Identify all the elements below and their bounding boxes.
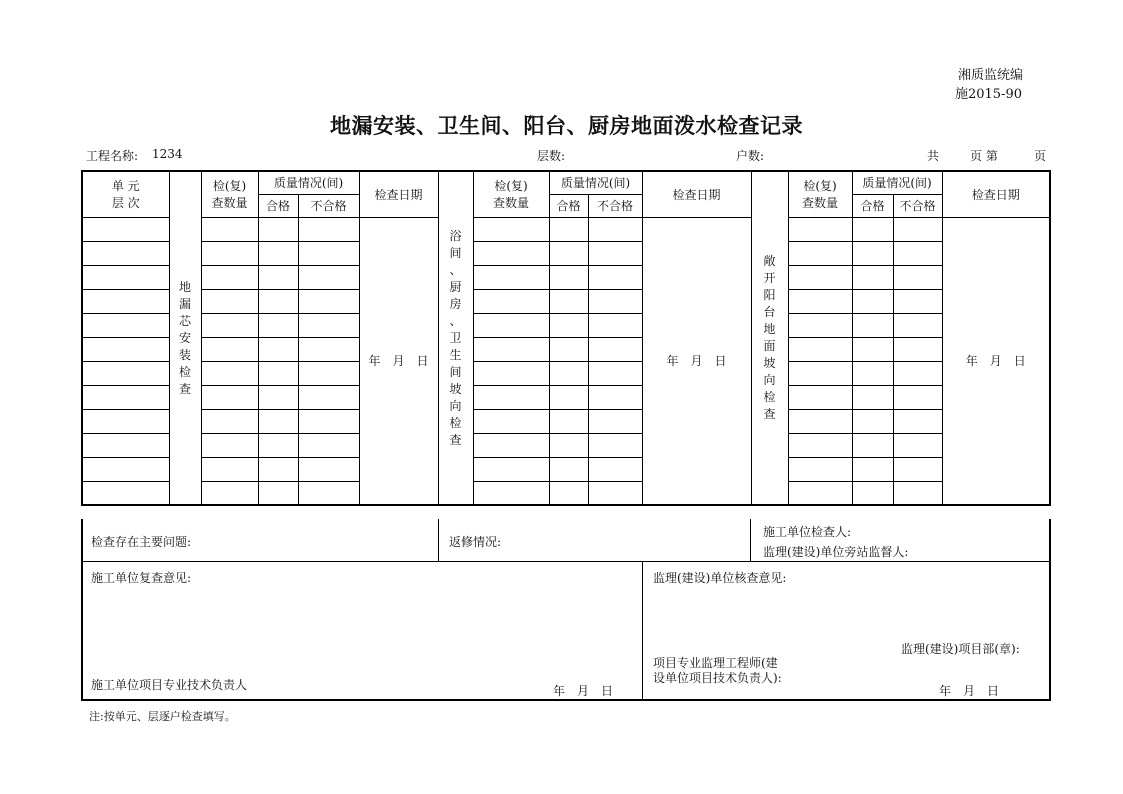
fail-cell[interactable] xyxy=(893,385,942,409)
check-qty-cell[interactable] xyxy=(788,385,852,409)
check-qty-cell[interactable] xyxy=(788,265,852,289)
check-date-header: 检查日期 xyxy=(359,171,438,217)
section-3-vertical-label xyxy=(751,171,788,505)
fail-cell[interactable] xyxy=(298,337,359,361)
check-qty-cell[interactable] xyxy=(788,289,852,313)
fail-cell[interactable] xyxy=(588,385,642,409)
pass-cell[interactable] xyxy=(258,265,298,289)
check-qty-cell[interactable] xyxy=(201,265,258,289)
unit-floor-cell[interactable] xyxy=(82,409,169,433)
check-qty-label-2: 查数量 xyxy=(492,196,529,211)
check-qty-cell[interactable] xyxy=(201,313,258,337)
pass-cell[interactable] xyxy=(852,313,893,337)
pass-cell[interactable] xyxy=(852,433,893,457)
check-qty-cell[interactable] xyxy=(473,289,549,313)
check-qty-cell[interactable] xyxy=(788,361,852,385)
pass-header: 合格 xyxy=(549,194,588,217)
unit-floor-cell[interactable] xyxy=(82,337,169,361)
check-qty-cell[interactable] xyxy=(201,337,258,361)
vertical-char: 卫 xyxy=(449,330,462,345)
footer-divider xyxy=(642,561,643,701)
check-qty-cell[interactable] xyxy=(473,481,549,505)
quality-header: 质量情况(间) xyxy=(852,171,942,194)
vertical-char: 查 xyxy=(763,407,776,421)
check-qty-cell[interactable] xyxy=(788,481,852,505)
page-current-label: 页 第 xyxy=(970,149,998,163)
vertical-char: 查 xyxy=(449,432,462,447)
fail-cell[interactable] xyxy=(298,409,359,433)
footnote: 注:按单元、层逐户检查填写。 xyxy=(89,710,236,723)
vertical-char: 检 xyxy=(449,415,462,430)
pass-cell[interactable] xyxy=(258,337,298,361)
unit-floor-cell[interactable] xyxy=(82,265,169,289)
fail-cell[interactable] xyxy=(298,457,359,481)
vertical-char: 坡 xyxy=(763,356,776,370)
check-qty-cell[interactable] xyxy=(473,409,549,433)
vertical-char: 向 xyxy=(763,373,776,387)
pass-cell[interactable] xyxy=(258,433,298,457)
vertical-char: 坡 xyxy=(449,381,462,396)
check-qty-cell[interactable] xyxy=(473,385,549,409)
floors-label: 层数: xyxy=(537,149,566,163)
pass-cell[interactable] xyxy=(549,289,588,313)
check-qty-cell[interactable] xyxy=(201,385,258,409)
check-qty-cell[interactable] xyxy=(201,481,258,505)
footer-section xyxy=(81,519,1051,701)
check-qty-cell[interactable] xyxy=(473,337,549,361)
fail-cell[interactable] xyxy=(588,217,642,241)
pass-cell[interactable] xyxy=(258,313,298,337)
supervisor-witness-label: 监理(建设)单位旁站监督人: xyxy=(763,545,909,559)
vertical-char: 台 xyxy=(763,305,776,319)
check-qty-cell[interactable] xyxy=(473,361,549,385)
check-qty-cell[interactable] xyxy=(473,457,549,481)
pass-cell[interactable] xyxy=(549,481,588,505)
inspector-label: 施工单位检查人: xyxy=(763,525,852,539)
fail-cell[interactable] xyxy=(588,433,642,457)
vertical-char: 面 xyxy=(763,339,776,353)
vertical-char: 查 xyxy=(178,381,191,396)
problems-label: 检查存在主要问题: xyxy=(91,535,192,549)
pass-cell[interactable] xyxy=(852,385,893,409)
fail-cell[interactable] xyxy=(893,289,942,313)
pass-cell[interactable] xyxy=(549,265,588,289)
check-qty-cell[interactable] xyxy=(473,217,549,241)
fail-cell[interactable] xyxy=(298,433,359,457)
engineer-label-1: 项目专业监理工程师(建 xyxy=(653,656,778,670)
check-qty-cell[interactable] xyxy=(201,241,258,265)
check-qty-label-1: 检(复) xyxy=(803,179,837,194)
fail-header: 不合格 xyxy=(588,194,642,217)
unit-floor-cell[interactable] xyxy=(82,433,169,457)
doc-code-line2: 施2015-90 xyxy=(954,87,1022,102)
fail-cell[interactable] xyxy=(893,241,942,265)
unit-floor-cell[interactable] xyxy=(82,361,169,385)
fail-cell[interactable] xyxy=(298,265,359,289)
pass-cell[interactable] xyxy=(852,481,893,505)
fail-cell[interactable] xyxy=(588,313,642,337)
fail-cell[interactable] xyxy=(588,289,642,313)
vertical-char: 芯 xyxy=(178,313,191,328)
fail-cell[interactable] xyxy=(298,289,359,313)
check-qty-cell[interactable] xyxy=(788,457,852,481)
page-end-label: 页 xyxy=(1034,149,1047,163)
pass-cell[interactable] xyxy=(258,457,298,481)
check-qty-cell[interactable] xyxy=(201,217,258,241)
pass-cell[interactable] xyxy=(549,385,588,409)
households-label: 户数: xyxy=(736,149,765,163)
unit-floor-cell[interactable] xyxy=(82,457,169,481)
fail-cell[interactable] xyxy=(893,433,942,457)
fail-cell[interactable] xyxy=(588,409,642,433)
check-qty-cell[interactable] xyxy=(201,433,258,457)
check-qty-header xyxy=(201,171,258,217)
inspection-table xyxy=(81,170,1051,506)
check-qty-cell[interactable] xyxy=(473,433,549,457)
vertical-char: 生 xyxy=(449,347,462,362)
fail-cell[interactable] xyxy=(893,409,942,433)
fail-cell[interactable] xyxy=(588,265,642,289)
fail-cell[interactable] xyxy=(298,481,359,505)
check-qty-cell[interactable] xyxy=(788,433,852,457)
pass-cell[interactable] xyxy=(852,409,893,433)
fail-cell[interactable] xyxy=(893,265,942,289)
pass-cell[interactable] xyxy=(852,337,893,361)
fail-cell[interactable] xyxy=(588,481,642,505)
check-date-header: 检查日期 xyxy=(642,171,751,217)
pass-cell[interactable] xyxy=(852,289,893,313)
vertical-char: 厨 xyxy=(449,279,462,294)
vertical-char: 检 xyxy=(763,390,776,404)
fail-cell[interactable] xyxy=(298,217,359,241)
fail-cell[interactable] xyxy=(893,481,942,505)
page-title: 地漏安装、卫生间、阳台、厨房地面泼水检查记录 xyxy=(330,114,803,138)
vertical-char: 阳 xyxy=(763,288,776,302)
fail-cell[interactable] xyxy=(893,217,942,241)
floor-label: 层 次 xyxy=(111,196,140,211)
vertical-char: 向 xyxy=(449,398,462,413)
quality-header: 质量情况(间) xyxy=(549,171,642,194)
vertical-char: 安 xyxy=(178,330,191,345)
quality-header: 质量情况(间) xyxy=(258,171,359,194)
check-qty-label-1: 检(复) xyxy=(212,179,247,194)
fail-cell[interactable] xyxy=(298,241,359,265)
vertical-char: 敞 xyxy=(763,254,776,268)
fail-header: 不合格 xyxy=(893,194,942,217)
pass-cell[interactable] xyxy=(549,337,588,361)
vertical-char: 、 xyxy=(449,262,462,277)
supervisor-review-label: 监理(建设)单位核查意见: xyxy=(653,571,787,585)
check-date-cell[interactable]: 年 月 日 xyxy=(942,217,1050,505)
vertical-char: 地 xyxy=(178,279,191,294)
vertical-char: 检 xyxy=(178,364,191,379)
footer-divider xyxy=(750,519,751,561)
rework-label: 返修情况: xyxy=(449,535,502,549)
pass-header: 合格 xyxy=(258,194,298,217)
check-qty-cell[interactable] xyxy=(201,361,258,385)
pass-cell[interactable] xyxy=(549,409,588,433)
unit-floor-cell[interactable] xyxy=(82,481,169,505)
pass-cell[interactable] xyxy=(549,361,588,385)
fail-cell[interactable] xyxy=(893,457,942,481)
vertical-char: 间 xyxy=(449,245,462,260)
fail-cell[interactable] xyxy=(893,361,942,385)
check-date-header: 检查日期 xyxy=(942,171,1050,217)
pass-cell[interactable] xyxy=(258,361,298,385)
contractor-date: 年 月 日 xyxy=(553,684,614,698)
pass-cell[interactable] xyxy=(852,361,893,385)
check-qty-cell[interactable] xyxy=(201,289,258,313)
pass-cell[interactable] xyxy=(549,217,588,241)
pass-cell[interactable] xyxy=(852,265,893,289)
contractor-lead-label: 施工单位项目专业技术负责人 xyxy=(91,678,248,692)
vertical-char: 装 xyxy=(178,347,191,362)
page-total-label: 共 xyxy=(927,149,940,163)
pass-cell[interactable] xyxy=(852,457,893,481)
fail-cell[interactable] xyxy=(588,361,642,385)
fail-cell[interactable] xyxy=(588,241,642,265)
fail-cell[interactable] xyxy=(588,457,642,481)
pass-cell[interactable] xyxy=(258,217,298,241)
vertical-char: 、 xyxy=(449,313,462,328)
fail-header: 不合格 xyxy=(298,194,359,217)
fail-cell[interactable] xyxy=(298,385,359,409)
unit-floor-cell[interactable] xyxy=(82,385,169,409)
check-qty-cell[interactable] xyxy=(473,241,549,265)
pass-cell[interactable] xyxy=(549,457,588,481)
fail-cell[interactable] xyxy=(893,337,942,361)
check-qty-cell[interactable] xyxy=(201,457,258,481)
unit-floor-header xyxy=(82,171,169,217)
vertical-char: 浴 xyxy=(449,228,462,243)
section-2-vertical-label xyxy=(438,171,473,505)
fail-cell[interactable] xyxy=(893,313,942,337)
unit-floor-cell[interactable] xyxy=(82,313,169,337)
pass-cell[interactable] xyxy=(258,289,298,313)
check-date-cell[interactable]: 年 月 日 xyxy=(642,217,751,505)
vertical-char: 漏 xyxy=(178,296,191,311)
vertical-char: 开 xyxy=(763,271,776,285)
pass-cell[interactable] xyxy=(549,241,588,265)
check-qty-label-1: 检(复) xyxy=(494,179,528,194)
project-name-label: 工程名称: xyxy=(86,149,139,163)
pass-cell[interactable] xyxy=(258,409,298,433)
check-qty-cell[interactable] xyxy=(788,337,852,361)
pass-cell[interactable] xyxy=(852,217,893,241)
pass-cell[interactable] xyxy=(258,241,298,265)
section-1-vertical-label xyxy=(169,171,201,505)
check-qty-label-2: 查数量 xyxy=(801,196,838,211)
project-name-value[interactable]: 1234 xyxy=(152,147,183,161)
vertical-char: 房 xyxy=(449,296,462,311)
vertical-char: 地 xyxy=(763,322,776,336)
contractor-review-label: 施工单位复查意见: xyxy=(91,571,192,585)
check-qty-cell[interactable] xyxy=(201,409,258,433)
check-qty-cell[interactable] xyxy=(473,265,549,289)
pass-header: 合格 xyxy=(852,194,893,217)
vertical-char: 间 xyxy=(449,364,462,379)
check-qty-cell[interactable] xyxy=(788,217,852,241)
pass-cell[interactable] xyxy=(549,313,588,337)
doc-code-line1: 湘质监统编 xyxy=(957,68,1023,83)
unit-floor-cell[interactable] xyxy=(82,289,169,313)
check-qty-header xyxy=(788,171,852,217)
pass-cell[interactable] xyxy=(258,385,298,409)
unit-floor-cell[interactable] xyxy=(82,241,169,265)
fail-cell[interactable] xyxy=(588,337,642,361)
fail-cell[interactable] xyxy=(298,313,359,337)
check-qty-cell[interactable] xyxy=(473,313,549,337)
check-qty-cell[interactable] xyxy=(788,241,852,265)
fail-cell[interactable] xyxy=(298,361,359,385)
check-qty-label-2: 查数量 xyxy=(211,196,248,211)
unit-floor-cell[interactable] xyxy=(82,217,169,241)
project-dept-label: 监理(建设)项目部(章): xyxy=(901,642,1020,656)
check-qty-cell[interactable] xyxy=(788,313,852,337)
footer-divider xyxy=(438,519,439,561)
check-date-cell[interactable]: 年 月 日 xyxy=(359,217,438,505)
check-qty-header xyxy=(473,171,549,217)
pass-cell[interactable] xyxy=(549,433,588,457)
pass-cell[interactable] xyxy=(852,241,893,265)
pass-cell[interactable] xyxy=(258,481,298,505)
supervisor-date: 年 月 日 xyxy=(939,684,1000,698)
engineer-label-2: 设单位项目技术负责人): xyxy=(653,671,782,685)
check-qty-cell[interactable] xyxy=(788,409,852,433)
unit-label: 单 元 xyxy=(111,179,140,194)
